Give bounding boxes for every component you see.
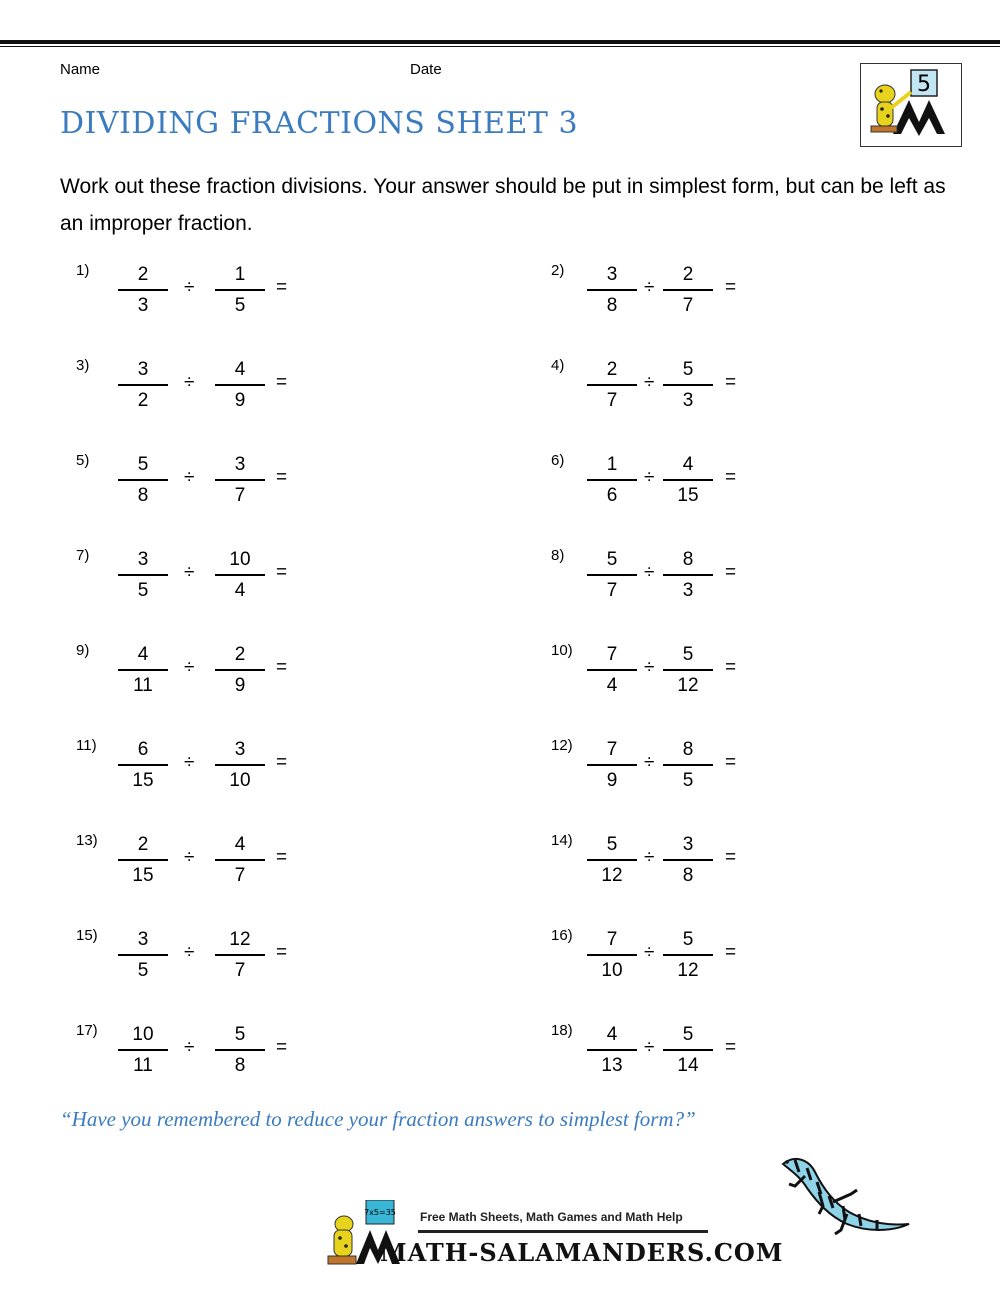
divisor-numerator: 3	[234, 739, 246, 760]
problem-number: 2)	[551, 262, 565, 279]
divide-sign: ÷	[184, 657, 195, 678]
top-rule-thin	[0, 46, 1000, 47]
equals-sign: =	[276, 942, 288, 963]
fraction-bar	[587, 669, 637, 671]
problem-3	[76, 357, 376, 427]
divisor-numerator: 10	[229, 549, 251, 570]
dividend-fraction	[587, 262, 637, 318]
divide-sign: ÷	[184, 942, 195, 963]
divide-sign: ÷	[644, 467, 655, 488]
divisor-numerator: 4	[234, 834, 246, 855]
dividend-fraction	[118, 452, 168, 508]
fraction-bar	[663, 669, 713, 671]
dividend-numerator: 10	[132, 1024, 154, 1045]
divisor-denominator: 3	[682, 389, 694, 411]
dividend-denominator: 7	[606, 389, 618, 411]
dividend-numerator: 5	[606, 834, 618, 855]
page-title: DIVIDING FRACTIONS SHEET 3	[60, 106, 579, 141]
divide-sign: ÷	[184, 467, 195, 488]
divisor-fraction	[663, 642, 713, 698]
fraction-bar	[215, 574, 265, 576]
divisor-numerator: 5	[682, 359, 694, 380]
dividend-fraction	[587, 357, 637, 413]
dividend-denominator: 2	[137, 389, 149, 411]
equals-sign: =	[276, 277, 288, 298]
equals-sign: =	[276, 372, 288, 393]
divisor-numerator: 8	[682, 739, 694, 760]
grade-badge: 5	[917, 72, 931, 97]
dividend-denominator: 4	[606, 674, 618, 696]
fraction-bar	[663, 859, 713, 861]
fraction-bar	[118, 384, 168, 386]
fraction-bar	[118, 764, 168, 766]
problem-2	[551, 262, 851, 332]
dividend-numerator: 5	[606, 549, 618, 570]
divide-sign: ÷	[644, 562, 655, 583]
equals-sign: =	[276, 467, 288, 488]
divisor-fraction	[663, 737, 713, 793]
equals-sign: =	[276, 847, 288, 868]
dividend-numerator: 2	[606, 359, 618, 380]
dividend-numerator: 2	[137, 834, 149, 855]
dividend-denominator: 10	[601, 959, 623, 981]
divisor-fraction	[663, 262, 713, 318]
problem-number: 4)	[551, 357, 565, 374]
problem-number: 12)	[551, 737, 573, 754]
divisor-numerator: 4	[234, 359, 246, 380]
dividend-fraction	[118, 357, 168, 413]
divisor-fraction	[663, 547, 713, 603]
fraction-bar	[587, 289, 637, 291]
dividend-denominator: 11	[133, 1054, 153, 1076]
fraction-bar	[118, 669, 168, 671]
fraction-bar	[663, 954, 713, 956]
fraction-bar	[118, 289, 168, 291]
fraction-bar	[215, 479, 265, 481]
dividend-numerator: 7	[606, 644, 618, 665]
equals-sign: =	[725, 372, 737, 393]
divide-sign: ÷	[184, 752, 195, 773]
equals-sign: =	[276, 562, 288, 583]
divide-sign: ÷	[184, 277, 195, 298]
divisor-denominator: 9	[234, 674, 246, 696]
dividend-denominator: 13	[601, 1054, 623, 1076]
divisor-numerator: 5	[682, 1024, 694, 1045]
divide-sign: ÷	[644, 847, 655, 868]
problem-number: 9)	[76, 642, 90, 659]
fraction-bar	[663, 574, 713, 576]
fraction-bar	[215, 669, 265, 671]
fraction-bar	[118, 859, 168, 861]
divisor-fraction	[663, 832, 713, 888]
problem-number: 15)	[76, 927, 98, 944]
divisor-numerator: 5	[682, 644, 694, 665]
divide-sign: ÷	[184, 1037, 195, 1058]
divide-sign: ÷	[644, 1037, 655, 1058]
dividend-denominator: 15	[132, 864, 154, 886]
dividend-denominator: 15	[132, 769, 154, 791]
date-label: Date	[410, 61, 442, 78]
salamander-grade-icon	[861, 64, 961, 146]
dividend-denominator: 12	[601, 864, 623, 886]
fraction-bar	[215, 1049, 265, 1051]
salamander-icon	[775, 1150, 915, 1240]
fraction-bar	[118, 1049, 168, 1051]
problem-4	[551, 357, 851, 427]
grade-logo	[860, 63, 962, 147]
problem-number: 14)	[551, 832, 573, 849]
dividend-numerator: 4	[606, 1024, 618, 1045]
problem-12	[551, 737, 851, 807]
divide-sign: ÷	[644, 657, 655, 678]
dividend-fraction	[587, 547, 637, 603]
divisor-denominator: 7	[234, 959, 246, 981]
divisor-denominator: 3	[682, 579, 694, 601]
divisor-numerator: 2	[682, 264, 694, 285]
dividend-numerator: 7	[606, 739, 618, 760]
divisor-fraction	[215, 357, 265, 413]
dividend-fraction	[587, 927, 637, 983]
fraction-bar	[215, 289, 265, 291]
dividend-numerator: 3	[137, 359, 149, 380]
equals-sign: =	[725, 657, 737, 678]
divisor-fraction	[663, 927, 713, 983]
divisor-fraction	[663, 452, 713, 508]
dividend-denominator: 8	[606, 294, 618, 316]
divisor-numerator: 8	[682, 549, 694, 570]
fraction-bar	[663, 479, 713, 481]
dividend-numerator: 6	[137, 739, 149, 760]
equals-sign: =	[725, 1037, 737, 1058]
dividend-numerator: 3	[606, 264, 618, 285]
divisor-fraction	[663, 1022, 713, 1078]
problem-number: 1)	[76, 262, 90, 279]
dividend-denominator: 5	[137, 959, 149, 981]
dividend-fraction	[118, 1022, 168, 1078]
problem-number: 3)	[76, 357, 90, 374]
divisor-denominator: 4	[234, 579, 246, 601]
divisor-denominator: 12	[677, 959, 699, 981]
fraction-bar	[215, 384, 265, 386]
problem-17	[76, 1022, 376, 1092]
problem-1	[76, 262, 376, 332]
problem-13	[76, 832, 376, 902]
divisor-numerator: 3	[682, 834, 694, 855]
fraction-bar	[587, 574, 637, 576]
dividend-denominator: 8	[137, 484, 149, 506]
problem-5	[76, 452, 376, 522]
dividend-fraction	[587, 642, 637, 698]
problem-9	[76, 642, 376, 712]
dividend-fraction	[118, 927, 168, 983]
divisor-denominator: 5	[234, 294, 246, 316]
problem-18	[551, 1022, 851, 1092]
divisor-numerator: 3	[234, 454, 246, 475]
divisor-fraction	[215, 737, 265, 793]
fraction-bar	[663, 764, 713, 766]
dividend-fraction	[118, 832, 168, 888]
divisor-denominator: 10	[229, 769, 251, 791]
divisor-denominator: 8	[234, 1054, 246, 1076]
divisor-fraction	[663, 357, 713, 413]
divide-sign: ÷	[644, 277, 655, 298]
divisor-fraction	[215, 452, 265, 508]
dividend-numerator: 3	[137, 549, 149, 570]
dividend-numerator: 7	[606, 929, 618, 950]
divisor-denominator: 7	[234, 864, 246, 886]
problem-number: 17)	[76, 1022, 98, 1039]
dividend-fraction	[118, 642, 168, 698]
equals-sign: =	[725, 467, 737, 488]
divide-sign: ÷	[644, 372, 655, 393]
equals-sign: =	[725, 562, 737, 583]
top-rule	[0, 40, 1000, 44]
divisor-numerator: 12	[229, 929, 251, 950]
dividend-denominator: 6	[606, 484, 618, 506]
problem-number: 6)	[551, 452, 565, 469]
fraction-bar	[118, 479, 168, 481]
divisor-denominator: 7	[234, 484, 246, 506]
divisor-fraction	[215, 262, 265, 318]
dividend-numerator: 3	[137, 929, 149, 950]
problem-16	[551, 927, 851, 997]
divisor-denominator: 12	[677, 674, 699, 696]
problem-10	[551, 642, 851, 712]
divisor-numerator: 5	[682, 929, 694, 950]
divide-sign: ÷	[184, 847, 195, 868]
divisor-numerator: 4	[682, 454, 694, 475]
fraction-bar	[663, 289, 713, 291]
dividend-fraction	[118, 737, 168, 793]
equals-sign: =	[276, 657, 288, 678]
dividend-denominator: 11	[133, 674, 153, 696]
equals-sign: =	[725, 277, 737, 298]
dividend-numerator: 4	[137, 644, 149, 665]
divisor-fraction	[215, 927, 265, 983]
problem-8	[551, 547, 851, 617]
problem-number: 10)	[551, 642, 573, 659]
instructions: Work out these fraction divisions. Your answer should be put in simplest form, but can be left as an improper fraction.	[60, 175, 946, 235]
divide-sign: ÷	[184, 372, 195, 393]
fraction-bar	[587, 1049, 637, 1051]
fraction-bar	[215, 954, 265, 956]
dividend-fraction	[587, 1022, 637, 1078]
problem-14	[551, 832, 851, 902]
footer-tagline: Free Math Sheets, Math Games and Math Help	[420, 1210, 683, 1224]
divisor-numerator: 5	[234, 1024, 246, 1045]
fraction-bar	[118, 954, 168, 956]
divisor-denominator: 8	[682, 864, 694, 886]
divisor-fraction	[215, 1022, 265, 1078]
dividend-numerator: 2	[137, 264, 149, 285]
dividend-fraction	[118, 547, 168, 603]
divisor-denominator: 15	[677, 484, 699, 506]
problem-11	[76, 737, 376, 807]
divide-sign: ÷	[644, 752, 655, 773]
dividend-fraction	[587, 452, 637, 508]
divisor-fraction	[215, 832, 265, 888]
equals-sign: =	[276, 1037, 288, 1058]
fraction-bar	[215, 764, 265, 766]
problem-number: 8)	[551, 547, 565, 564]
divisor-denominator: 7	[682, 294, 694, 316]
equals-sign: =	[725, 847, 737, 868]
fraction-bar	[663, 1049, 713, 1051]
problem-6	[551, 452, 851, 522]
equals-sign: =	[276, 752, 288, 773]
divisor-numerator: 1	[234, 264, 246, 285]
problem-number: 7)	[76, 547, 90, 564]
dividend-fraction	[118, 262, 168, 318]
divisor-denominator: 9	[234, 389, 246, 411]
fraction-bar	[587, 954, 637, 956]
dividend-denominator: 9	[606, 769, 618, 791]
divisor-denominator: 14	[677, 1054, 699, 1076]
fraction-bar	[587, 859, 637, 861]
dividend-numerator: 1	[606, 454, 618, 475]
divisor-numerator: 2	[234, 644, 246, 665]
footer-divider	[418, 1230, 708, 1233]
logo-card-text: 7x5=35	[364, 1208, 396, 1217]
dividend-denominator: 3	[137, 294, 149, 316]
divide-sign: ÷	[184, 562, 195, 583]
dividend-denominator: 7	[606, 579, 618, 601]
problem-number: 18)	[551, 1022, 573, 1039]
reminder-quote: “Have you remembered to reduce your fraction answers to simplest form?”	[60, 1107, 696, 1131]
fraction-bar	[587, 384, 637, 386]
divisor-fraction	[215, 642, 265, 698]
divisor-fraction	[215, 547, 265, 603]
problem-number: 13)	[76, 832, 98, 849]
fraction-bar	[587, 764, 637, 766]
fraction-bar	[118, 574, 168, 576]
dividend-numerator: 5	[137, 454, 149, 475]
footer-site-name: MATH-SALAMANDERS.COM	[380, 1238, 784, 1267]
dividend-fraction	[587, 832, 637, 888]
divisor-denominator: 5	[682, 769, 694, 791]
problem-number: 11)	[76, 737, 97, 754]
problem-15	[76, 927, 376, 997]
divide-sign: ÷	[644, 942, 655, 963]
problem-number: 16)	[551, 927, 573, 944]
equals-sign: =	[725, 942, 737, 963]
fraction-bar	[587, 479, 637, 481]
dividend-fraction	[587, 737, 637, 793]
name-label: Name	[60, 61, 101, 78]
equals-sign: =	[725, 752, 737, 773]
problem-number: 5)	[76, 452, 90, 469]
problem-7	[76, 547, 376, 617]
dividend-denominator: 5	[137, 579, 149, 601]
fraction-bar	[215, 859, 265, 861]
fraction-bar	[663, 384, 713, 386]
